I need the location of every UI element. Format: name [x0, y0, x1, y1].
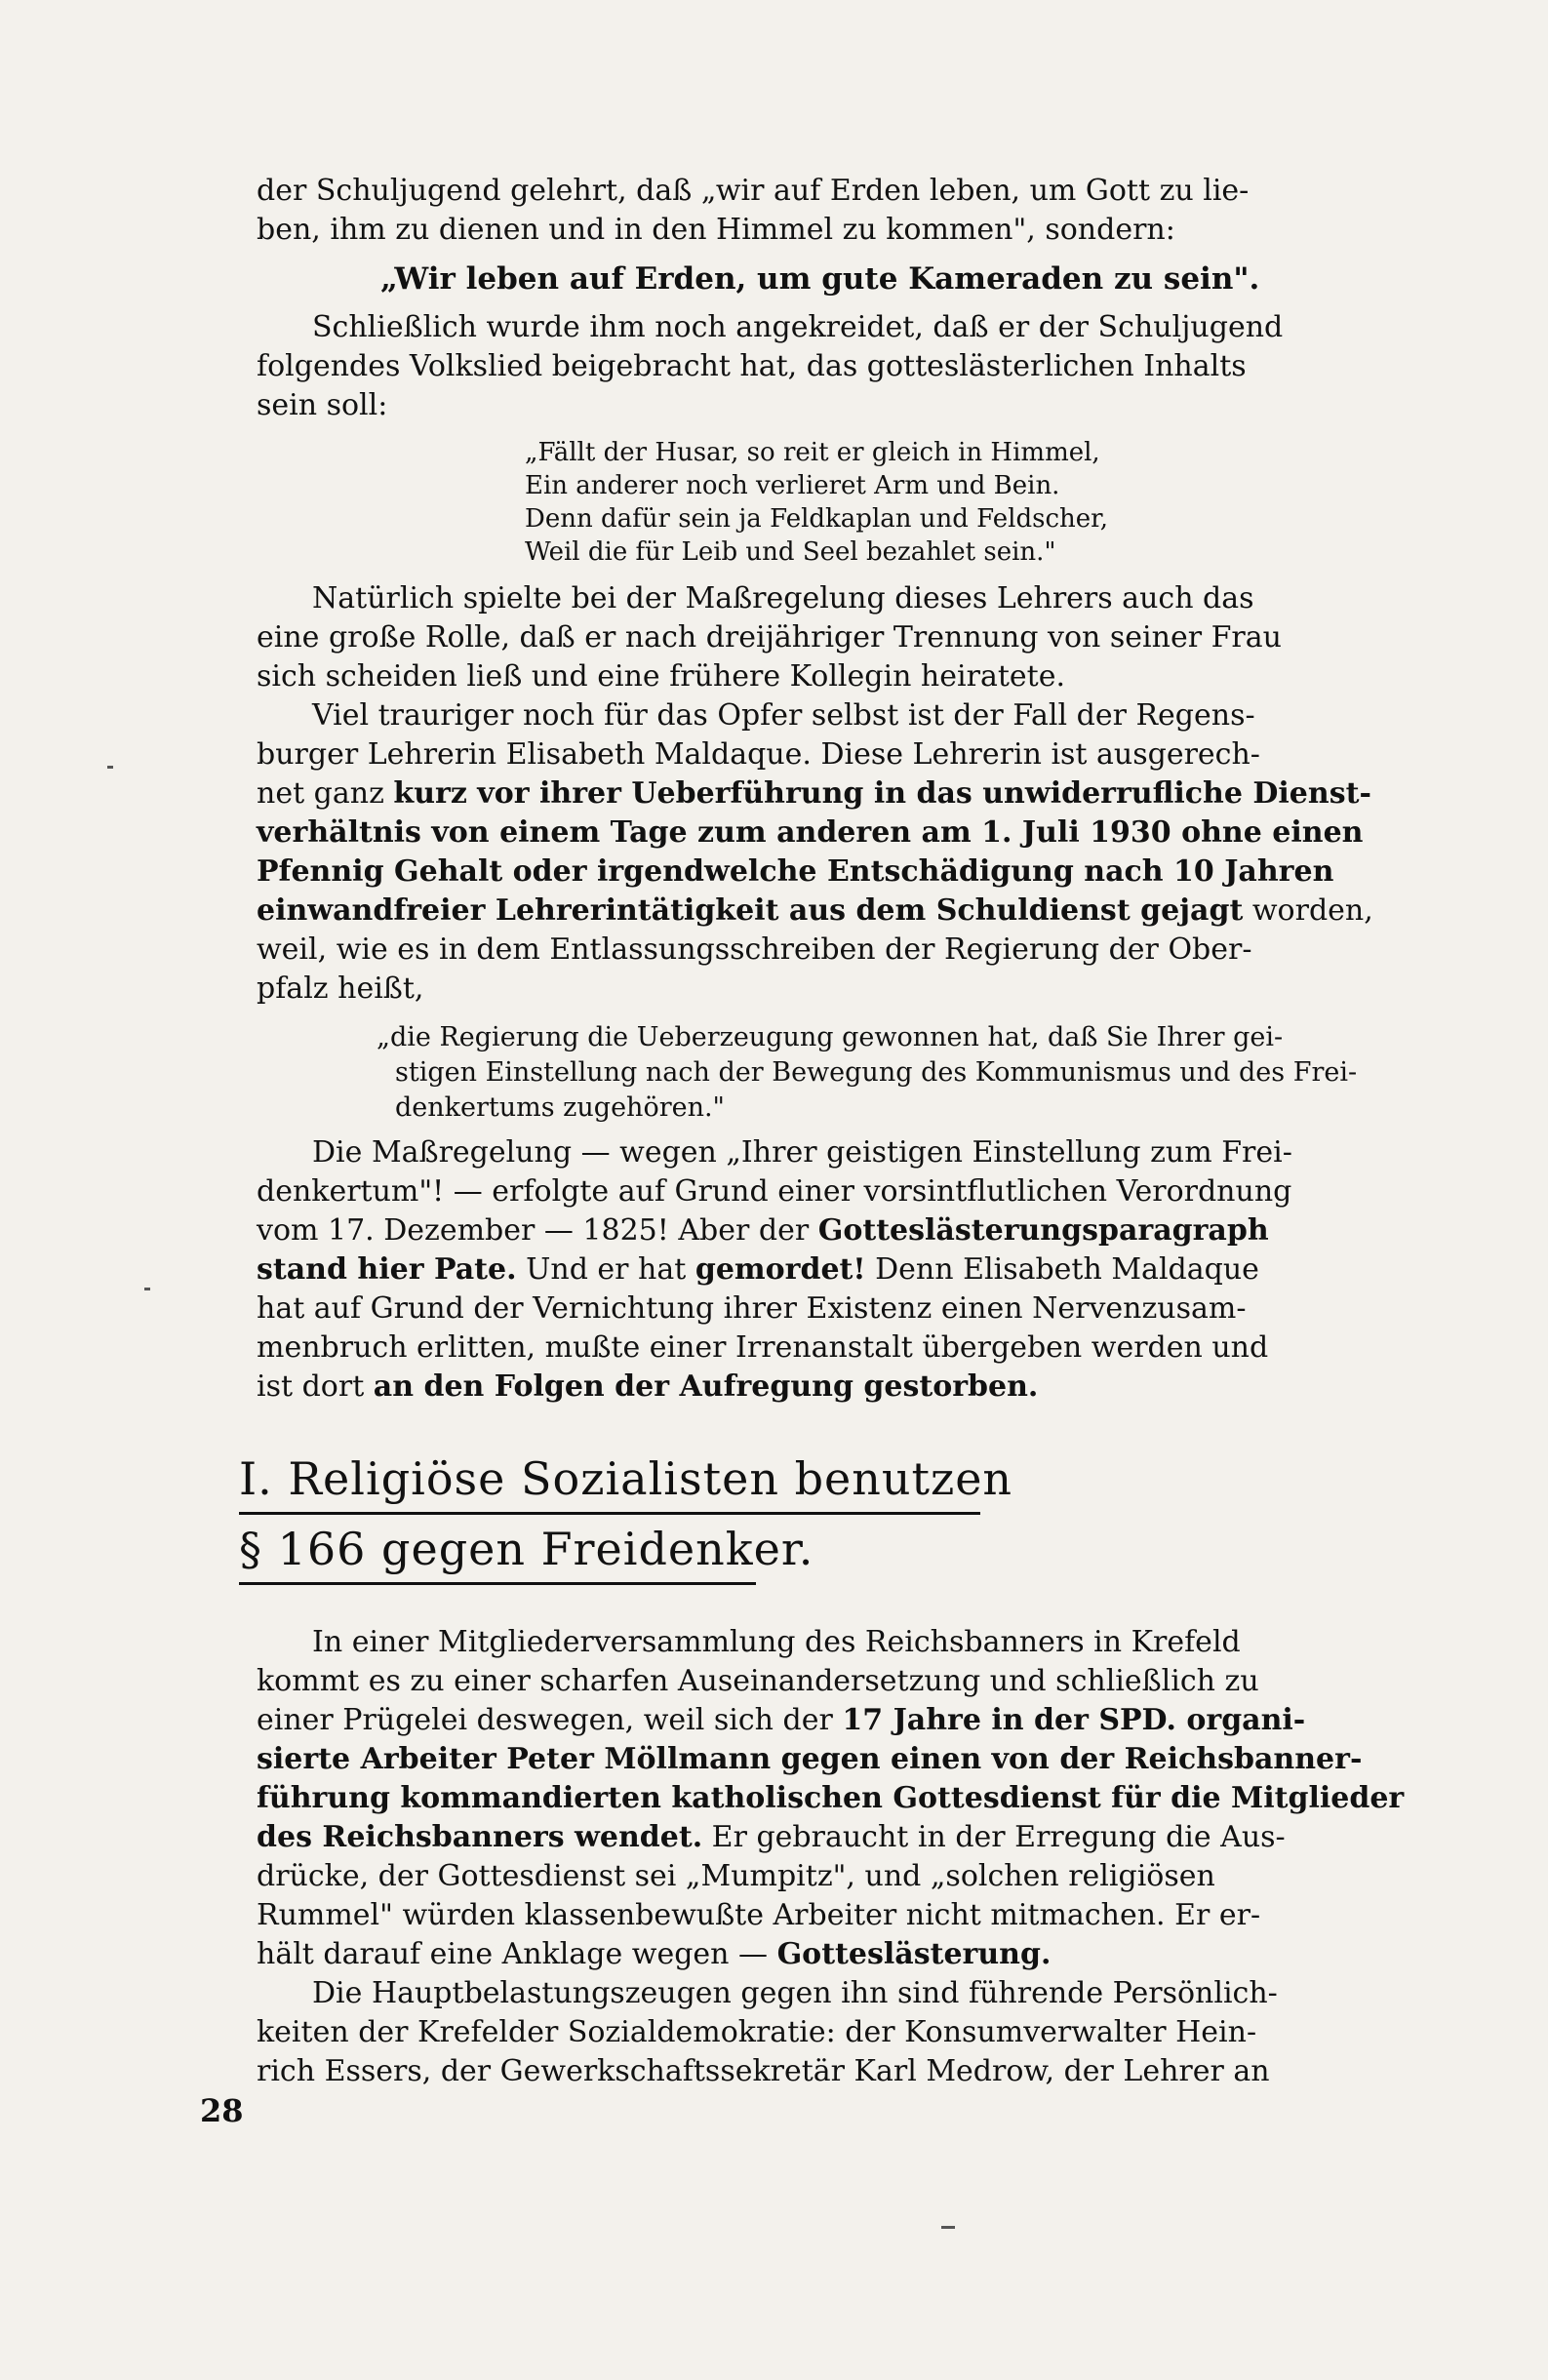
- bold-run: an den Folgen der Aufregung gestorben.: [373, 1369, 1039, 1404]
- print-speck: [107, 766, 113, 769]
- poem-line: Ein anderer noch verlieret Arm und Bein.: [525, 471, 1060, 500]
- text-run: Denn Elisabeth Maldaque: [865, 1252, 1259, 1287]
- text-line: kommt es zu einer scharfen Auseinandersetzung und schließlich zu: [257, 1664, 1259, 1698]
- text-line: menbruch erlitten, mußte einer Irrenanstalt übergeben werden und: [257, 1330, 1269, 1365]
- text-line: [257, 1937, 1051, 1972]
- text-line: Natürlich spielte bei der Maßregelung dieses Lehrers auch das: [312, 581, 1254, 615]
- bold-run: stand hier Pate.: [257, 1252, 517, 1287]
- poem-line: Denn dafür sein ja Feldkaplan und Feldscher,: [525, 504, 1108, 534]
- text-line: weil, wie es in dem Entlassungsschreiben der Regierung der Ober-: [257, 932, 1252, 967]
- quote-line: „die Regierung die Ueberzeugung gewonnen hat, daß Sie Ihrer gei-: [377, 1022, 1284, 1052]
- text-line: ben, ihm zu dienen und in den Himmel zu kommen", sondern:: [257, 213, 1175, 247]
- text-line: [257, 893, 1373, 929]
- text-line: [257, 776, 1371, 812]
- text-line: drücke, der Gottesdienst sei „Mumpitz", und „solchen religiösen: [257, 1859, 1215, 1893]
- text-run: hält darauf eine Anklage wegen —: [257, 1937, 777, 1971]
- text-run: ist dort: [257, 1369, 374, 1404]
- heading-rule: [239, 1512, 980, 1515]
- text-line: Schließlich wurde ihm noch angekreidet, daß er der Schuljugend: [312, 310, 1284, 344]
- bold-run: Gotteslästerungsparagraph: [817, 1213, 1269, 1248]
- bold-run: 17 Jahre in der SPD. organi-: [842, 1703, 1306, 1737]
- text-run: Und er hat: [516, 1252, 695, 1287]
- poem-line: Weil die für Leib und Seel bezahlet sein.": [525, 537, 1056, 567]
- bold-line: verhältnis von einem Tage zum anderen am 1. Juli 1930 ohne einen: [257, 815, 1364, 850]
- text-line: sich scheiden ließ und eine frühere Kollegin heiratete.: [257, 659, 1065, 694]
- bold-run: gemordet!: [695, 1252, 866, 1287]
- text-line: rich Essers, der Gewerkschaftssekretär Karl Medrow, der Lehrer an: [257, 2054, 1270, 2088]
- bold-run: kurz vor ihrer Ueberführung in das unwiderrufliche Dienst-: [393, 776, 1371, 811]
- bold-run: einwandfreier Lehrerintätigkeit aus dem Schuldienst gejagt: [257, 893, 1244, 928]
- quote-line: denkertums zugehören.": [395, 1092, 725, 1123]
- text-line: der Schuljugend gelehrt, daß „wir auf Erden leben, um Gott zu lie-: [257, 174, 1250, 208]
- text-line: [257, 1703, 1305, 1738]
- text-run: net ganz: [257, 776, 394, 811]
- bold-run: Gotteslästerung.: [776, 1937, 1052, 1971]
- text-line: hat auf Grund der Vernichtung ihrer Existenz einen Nervenzusam-: [257, 1291, 1247, 1326]
- page-number: 28: [200, 2092, 244, 2129]
- text-line: eine große Rolle, daß er nach dreijähriger Trennung von seiner Frau: [257, 620, 1282, 654]
- text-line: sein soll:: [257, 388, 388, 422]
- poem-line: „Fällt der Husar, so reit er gleich in Himmel,: [525, 438, 1100, 467]
- text-line: In einer Mitgliederversammlung des Reichsbanners in Krefeld: [312, 1625, 1241, 1659]
- text-line: Die Maßregelung — wegen „Ihrer geistigen Einstellung zum Frei-: [312, 1135, 1292, 1170]
- print-speck: [941, 2226, 955, 2229]
- text-line: [257, 1369, 1038, 1405]
- text-run: einer Prügelei deswegen, weil sich der: [257, 1703, 843, 1737]
- text-line: [257, 1213, 1269, 1249]
- quote-line: stigen Einstellung nach der Bewegung des Kommunismus und des Frei-: [395, 1057, 1358, 1088]
- text-run: vom 17. Dezember — 1825! Aber der: [257, 1213, 818, 1248]
- emphasized-quote: „Wir leben auf Erden, um gute Kameraden zu sein".: [380, 261, 1260, 297]
- text-line: pfalz heißt,: [257, 972, 424, 1006]
- bold-line: Pfennig Gehalt oder irgendwelche Entschädigung nach 10 Jahren: [257, 854, 1334, 889]
- text-line: denkertum"! — erfolgte auf Grund einer vorsintflutlichen Verordnung: [257, 1174, 1292, 1209]
- section-heading: § 166 gegen Freidenker.: [239, 1523, 814, 1575]
- section-heading: I. Religiöse Sozialisten benutzen: [239, 1452, 1013, 1505]
- text-run: worden,: [1243, 893, 1373, 928]
- print-speck: [144, 1288, 150, 1290]
- text-run: Er gebraucht in der Erregung die Aus-: [702, 1820, 1286, 1854]
- text-line: Rummel" würden klassenbewußte Arbeiter nicht mitmachen. Er er-: [257, 1898, 1261, 1932]
- text-line: [257, 1820, 1286, 1855]
- text-line: keiten der Krefelder Sozialdemokratie: der Konsumverwalter Hein-: [257, 2015, 1257, 2049]
- text-line: Die Hauptbelastungszeugen gegen ihn sind führende Persönlich-: [312, 1976, 1278, 2010]
- bold-run: des Reichsbanners wendet.: [257, 1820, 703, 1854]
- text-line: Viel trauriger noch für das Opfer selbst ist der Fall der Regens-: [312, 698, 1255, 733]
- text-line: [257, 1252, 1259, 1288]
- text-line: folgendes Volkslied beigebracht hat, das gotteslästerlichen Inhalts: [257, 349, 1247, 383]
- bold-line: führung kommandierten katholischen Gottesdienst für die Mitglieder: [257, 1781, 1405, 1815]
- bold-line: sierte Arbeiter Peter Möllmann gegen einen von der Reichsbanner-: [257, 1742, 1363, 1776]
- heading-rule: [239, 1582, 756, 1585]
- text-line: burger Lehrerin Elisabeth Maldaque. Diese Lehrerin ist ausgerech-: [257, 737, 1260, 772]
